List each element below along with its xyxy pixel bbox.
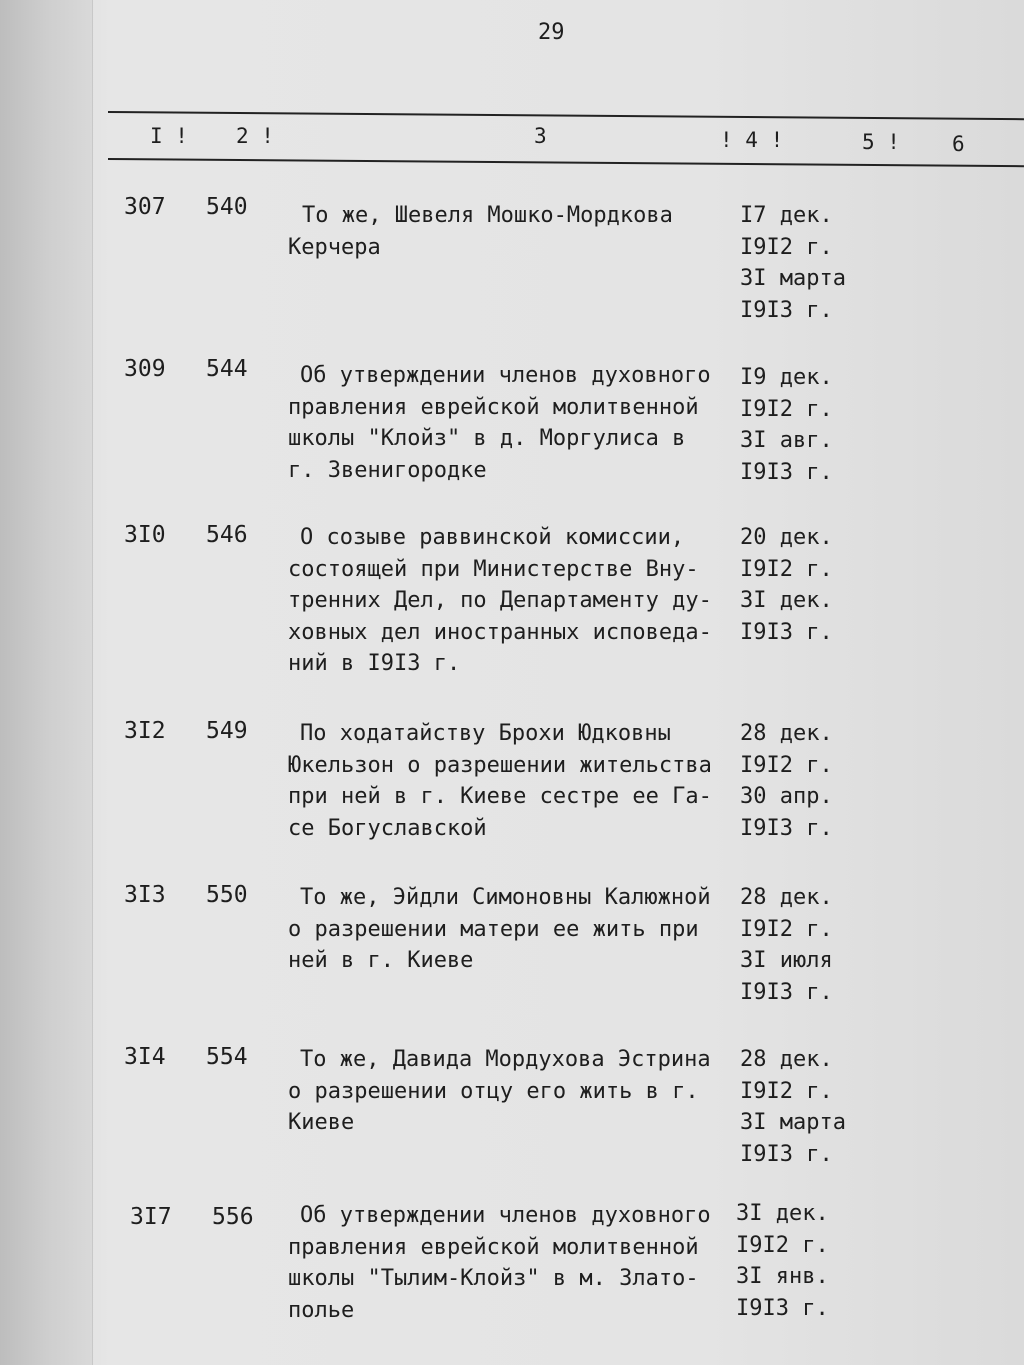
entry-number: 3I3 bbox=[124, 882, 166, 908]
description-line: То же, Шевеля Мошко-Мордкова bbox=[302, 203, 673, 228]
page-number: 29 bbox=[538, 20, 565, 45]
entry-number: 309 bbox=[124, 356, 166, 382]
description-line: Керчера bbox=[288, 234, 381, 260]
date-line: I9I3 г. bbox=[740, 297, 833, 323]
date-line: 3I авг. bbox=[740, 428, 833, 453]
date-line: I9I2 г. bbox=[736, 1232, 829, 1258]
date-line: I9I3 г. bbox=[736, 1295, 829, 1321]
entry-dates bbox=[740, 1044, 860, 1170]
date-line: I9I3 г. bbox=[740, 459, 833, 485]
entry-reference: 540 bbox=[206, 194, 248, 220]
date-line: 30 апр. bbox=[740, 784, 833, 809]
date-line: I9I3 г. bbox=[740, 979, 833, 1005]
entry-dates bbox=[740, 362, 860, 488]
entry-description bbox=[288, 200, 742, 263]
date-line: 28 дек. bbox=[740, 721, 833, 746]
entry-description bbox=[288, 522, 728, 680]
description-line: правления еврейской молитвенной bbox=[288, 394, 699, 420]
date-line: I9I2 г. bbox=[740, 1078, 833, 1104]
entry-reference: 546 bbox=[206, 522, 248, 548]
date-line: I9I3 г. bbox=[740, 815, 833, 841]
description-line: о разрешении матери ее жить при bbox=[288, 916, 699, 942]
description-line: тренних Дел, по Департаменту ду- bbox=[288, 588, 712, 613]
date-line: I9I3 г. bbox=[740, 619, 833, 645]
description-line: при ней в г. Киеве сестре ее Га- bbox=[288, 784, 712, 809]
description-line: По ходатайству Брохи Юдковны bbox=[300, 721, 671, 746]
date-line: I7 дек. bbox=[740, 203, 833, 228]
header-col4: ! 4 ! bbox=[720, 128, 784, 152]
entry-dates bbox=[740, 718, 860, 844]
header-col6: 6 bbox=[952, 132, 965, 156]
description-line: г. Звенигородке bbox=[288, 457, 487, 483]
date-line: 3I марта bbox=[740, 266, 846, 291]
description-line: се Богуславской bbox=[288, 815, 487, 841]
book-spine-shadow bbox=[0, 0, 93, 1365]
description-line: Об утверждении членов духовного bbox=[300, 1203, 711, 1228]
entry-description bbox=[288, 360, 728, 486]
description-line: ний в I9I3 г. bbox=[288, 651, 461, 676]
date-line: 3I июля bbox=[740, 948, 833, 973]
date-line: 3I марта bbox=[740, 1110, 846, 1135]
entry-reference: 549 bbox=[206, 718, 248, 744]
entry-description bbox=[288, 718, 728, 844]
entry-dates bbox=[740, 522, 860, 648]
description-line: О созыве раввинской комиссии, bbox=[300, 525, 685, 550]
date-line: 28 дек. bbox=[740, 1047, 833, 1072]
description-line: Об утверждении членов духовного bbox=[300, 363, 711, 388]
date-line: I9I3 г. bbox=[740, 1141, 833, 1167]
date-line: 20 дек. bbox=[740, 525, 833, 550]
entry-reference: 554 bbox=[206, 1044, 248, 1070]
entry-dates bbox=[740, 882, 860, 1008]
entry-number: 3I0 bbox=[124, 522, 166, 548]
entry-description bbox=[288, 1044, 728, 1139]
header-col3: 3 bbox=[534, 124, 547, 148]
entry-number: 3I7 bbox=[130, 1204, 172, 1230]
header-col2: 2 ! bbox=[236, 124, 274, 148]
entry-dates bbox=[736, 1198, 856, 1324]
entry-dates bbox=[740, 200, 860, 326]
entry-number: 3I2 bbox=[124, 718, 166, 744]
description-line: ней в г. Киеве bbox=[288, 948, 474, 973]
entry-description bbox=[288, 882, 728, 977]
entry-number: 3I4 bbox=[124, 1044, 166, 1070]
description-line: о разрешении отцу его жить в г. bbox=[288, 1078, 699, 1104]
table-header-top-rule bbox=[108, 111, 1024, 120]
header-col5: 5 ! bbox=[862, 130, 900, 154]
entry-reference: 556 bbox=[212, 1204, 254, 1230]
date-line: I9I2 г. bbox=[740, 396, 833, 422]
date-line: I9I2 г. bbox=[740, 916, 833, 942]
description-line: школы "Тылим-Клойз" в м. Злато- bbox=[288, 1266, 699, 1291]
date-line: 28 дек. bbox=[740, 885, 833, 910]
date-line: I9I2 г. bbox=[740, 234, 833, 260]
entry-description bbox=[288, 1200, 728, 1326]
description-line: состоящей при Министерстве Вну- bbox=[288, 556, 699, 582]
description-line: То же, Давида Мордухова Эстрина bbox=[300, 1047, 711, 1072]
description-line: школы "Клойз" в д. Моргулиса в bbox=[288, 426, 686, 451]
date-line: 3I янв. bbox=[736, 1264, 829, 1289]
entry-reference: 544 bbox=[206, 356, 248, 382]
description-line: То же, Эйдли Симоновны Калюжной bbox=[300, 885, 711, 910]
description-line: ховных дел иностранных исповеда- bbox=[288, 619, 712, 645]
entry-number: 307 bbox=[124, 194, 166, 220]
description-line: Киеве bbox=[288, 1110, 355, 1135]
header-col1: I ! bbox=[150, 124, 188, 148]
date-line: 3I дек. bbox=[740, 588, 833, 613]
date-line: I9I2 г. bbox=[740, 752, 833, 778]
date-line: I9 дек. bbox=[740, 365, 833, 390]
description-line: правления еврейской молитвенной bbox=[288, 1234, 699, 1260]
description-line: полье bbox=[288, 1297, 355, 1323]
date-line: I9I2 г. bbox=[740, 556, 833, 582]
table-header-bottom-rule bbox=[108, 158, 1024, 167]
entry-reference: 550 bbox=[206, 882, 248, 908]
date-line: 3I дек. bbox=[736, 1201, 829, 1226]
description-line: Юкельзон о разрешении жительства bbox=[288, 752, 712, 778]
